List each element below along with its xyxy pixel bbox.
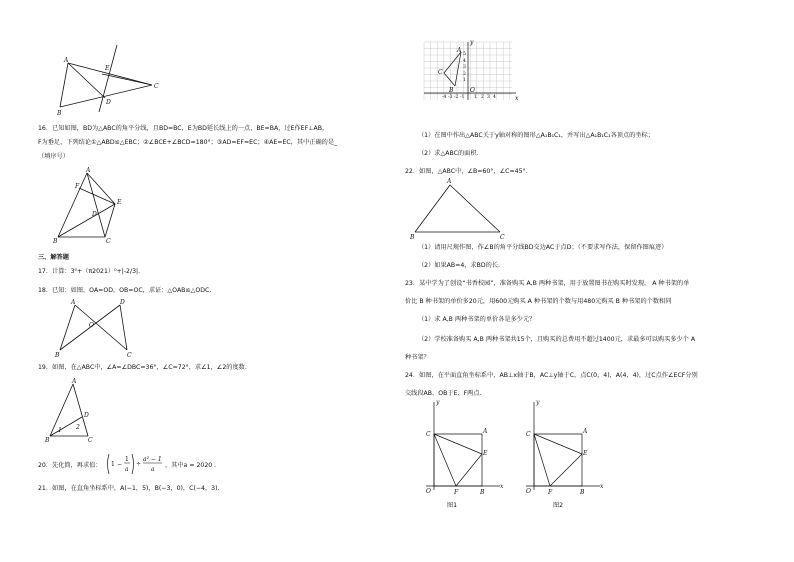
- q23-line2: 价比 B 种书架的单价多20元，用600元购买 A 种书架的个数与用480元购买 B 种书架的个数相同: [405, 298, 672, 305]
- q16-line3: （填序号）: [38, 153, 69, 160]
- label-B: B: [53, 238, 58, 245]
- label-F: F: [548, 489, 553, 496]
- tick-x-2: 2: [481, 95, 484, 100]
- tick-x-neg2: -2: [454, 95, 459, 100]
- q16-line1: 16．已知如图，BD为△ABC的角平分线，且BD=BC，E为BD延长线上的一点，BE=BA，过E作EF⊥AB，: [38, 125, 329, 132]
- q20-one: 1: [111, 461, 115, 468]
- q18: 18．已知：如图，OA=OD，OB=OC，求证：△OAB≌△ODC.: [38, 287, 212, 294]
- q20-frac-bot: a: [151, 466, 155, 473]
- q21: 21．如图，在直角坐标系中，A(−1，5)，B(−3，0)，C(−4，3).: [38, 485, 220, 492]
- figure-q19: [45, 380, 105, 445]
- tick-x-neg1: -1: [460, 95, 465, 100]
- q22: 22．如图，△ABC中，∠B=60°，∠C=45°.: [405, 168, 528, 175]
- axis-y: y: [436, 399, 440, 406]
- q24-line1: 24．如图，在平面直角坐标系中，AB⊥x轴于B，AC⊥y轴于C，点C(0，4)，A(4，4)，过C点作∠ECF分别: [405, 372, 698, 379]
- figure-q24-2: [520, 398, 610, 498]
- label-O: O: [526, 488, 531, 495]
- label-O: O: [426, 488, 431, 495]
- label-F: F: [75, 183, 80, 190]
- q24-line2: 交线段AB、OB于E、F两点.: [405, 390, 482, 397]
- label-B: B: [55, 352, 60, 359]
- tick-y-3: 3: [463, 65, 466, 70]
- label-C: C: [426, 431, 431, 438]
- figure-q22: [410, 180, 510, 240]
- q20-frac-top: a² − 1: [143, 456, 162, 463]
- label-B: B: [57, 110, 62, 117]
- q21-part1: （1）在图中作出△ABC关于y轴对称的图形△A₁B₁C₁，并写出△A₁B₁C₁各顶点的坐标；: [418, 132, 654, 139]
- label-D: D: [84, 412, 89, 419]
- label-C: C: [154, 83, 159, 90]
- figure-q24-1: [420, 398, 510, 498]
- label-C: C: [500, 234, 505, 241]
- q21-part2: （2）求△ABC的面积.: [418, 150, 479, 157]
- label-D: D: [120, 299, 125, 306]
- q17: 17．计算：3⁰+（π2021）⁰+|-2/3|.: [38, 268, 141, 275]
- tick-y-2: 2: [463, 72, 466, 77]
- q20-prefix: 20．先化简，再求值：: [38, 462, 102, 469]
- axis-x: x: [600, 483, 604, 490]
- angle-1: 1: [58, 427, 62, 434]
- label-O: O: [89, 322, 94, 329]
- label-A: A: [71, 299, 76, 306]
- tick-y-1: 1: [463, 78, 466, 83]
- section-3-heading: 三、解答题: [38, 254, 69, 261]
- label-E: E: [105, 65, 110, 72]
- label-A: A: [64, 57, 69, 64]
- svg-text:a: a: [125, 466, 129, 473]
- tick-x-4: 4: [493, 95, 496, 100]
- label-E: E: [483, 450, 488, 457]
- axis-x: x: [500, 483, 504, 490]
- label-O: O: [470, 87, 475, 94]
- q22-part2: （2）如果AB=4，求BD的长.: [418, 262, 501, 269]
- label-B: B: [580, 489, 585, 496]
- label-C: C: [88, 437, 93, 444]
- label-B: B: [449, 87, 454, 94]
- axis-y: y: [536, 399, 540, 406]
- q23-part2-line1: （2）学校准备购买 A,B 两种书架共15个，且购买的总费用不超过1400元，求最多可以购买多少个 A: [418, 336, 696, 343]
- figure-grid: [420, 40, 520, 102]
- label-B: B: [480, 489, 485, 496]
- label-D: D: [106, 99, 111, 106]
- label-B: B: [45, 437, 50, 444]
- q16-line2: F为垂足，下列结论①△ABD≌△EBC；②∠BCE+∠BCD=180°；③AD=EF=EC；④AE=EC，其中正确的是_: [38, 139, 338, 146]
- fig1-caption: 图1: [447, 502, 458, 509]
- label-C: C: [526, 431, 531, 438]
- label-D: D: [92, 211, 97, 218]
- figure-q16: [55, 168, 135, 248]
- q20-expression: [106, 452, 166, 478]
- label-A: A: [86, 167, 91, 174]
- label-C: C: [438, 69, 443, 76]
- label-A: A: [447, 178, 452, 185]
- label-C: C: [106, 238, 111, 245]
- q23-part2-line2: 种书架？: [405, 354, 430, 361]
- label-E: E: [117, 199, 122, 206]
- label-B: B: [410, 234, 415, 241]
- label-A: A: [457, 47, 462, 54]
- tick-x-1: 1: [474, 95, 477, 100]
- label-A: A: [483, 428, 488, 435]
- svg-text:−: −: [117, 461, 123, 468]
- label-E: E: [583, 450, 588, 457]
- axis-x: x: [515, 95, 519, 102]
- figure-q18: [55, 300, 145, 360]
- tick-x-3: 3: [487, 95, 490, 100]
- angle-2: 2: [76, 424, 80, 431]
- q20-suffix: ，其中a = 2020 .: [165, 462, 217, 469]
- label-A: A: [583, 428, 588, 435]
- label-C: C: [127, 352, 132, 359]
- q23-part1: （1）求 A,B 两种书架的单价各是多少元？: [418, 316, 536, 323]
- figure-top-triangle: [55, 40, 175, 115]
- fig2-caption: 图2: [553, 502, 564, 509]
- label-A: A: [72, 378, 77, 385]
- svg-text:1: 1: [125, 456, 129, 463]
- q23-line1: 23．某中学为了创设“书香校园”，准备购买 A,B 两种书架，用于放置图书在购买时发现， A 种书架的单: [405, 280, 690, 287]
- axis-y: y: [470, 39, 474, 46]
- tick-y-4: 4: [463, 59, 466, 64]
- q19: 19．如图，在△ABC中，∠A=∠DBC=36°，∠C=72°，求∠1，∠2的度数.: [38, 364, 247, 371]
- tick-y-5: 5: [463, 52, 466, 57]
- tick-x-neg4: -4: [442, 95, 447, 100]
- svg-text:÷: ÷: [136, 461, 142, 468]
- q22-part1: （1）请用尺规作图，作∠B的角平分线BD交边AC于点D；（不要求写作法，保留作图痕迹）: [418, 244, 668, 251]
- tick-x-neg3: -3: [448, 95, 453, 100]
- label-F: F: [454, 489, 459, 496]
